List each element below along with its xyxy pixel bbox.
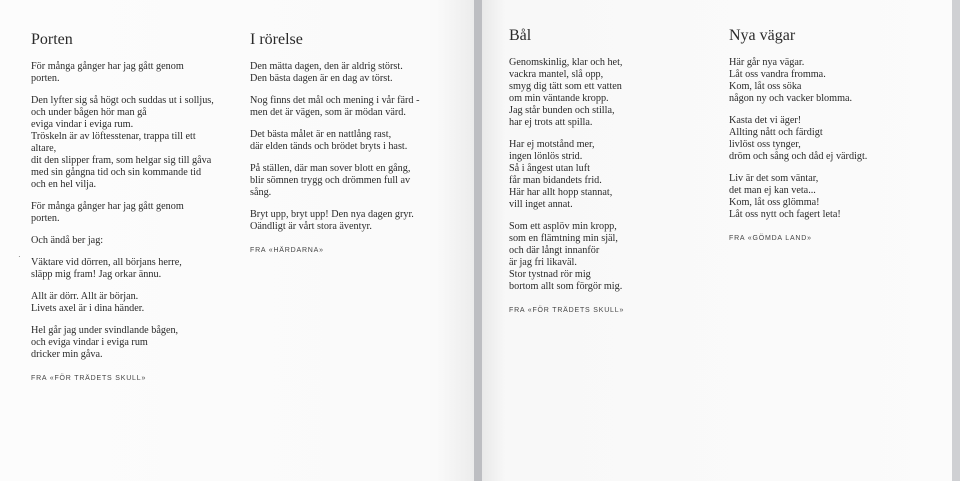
stanza	[250, 61, 465, 85]
poem-line: Bryt upp, bryt upp! Den nya dagen gryr.	[250, 209, 414, 220]
stanza	[31, 291, 241, 315]
poem-line: det man ej kan veta...	[729, 185, 816, 196]
poem-line: men det är vägen, som är mödan värd.	[250, 107, 406, 118]
poem-line: Det bästa målet är en nattlång rast,	[250, 129, 392, 140]
poem-title: Porten	[31, 31, 73, 48]
stanza	[31, 257, 241, 281]
poem-line: dit den slipper fram, som helgar sig till gåva	[31, 155, 212, 166]
poem-line: ingen lönlös strid.	[509, 151, 583, 162]
poem-line: är jag fri likaväl.	[509, 257, 577, 268]
poem-line: eviga vindar i eviga rum.	[31, 119, 134, 130]
poem-title: Bål	[509, 27, 532, 44]
poem-line: Och ändå ber jag:	[31, 235, 104, 246]
poem-source: FRA «FÖR TRÄDETS SKULL»	[31, 375, 147, 382]
stanza	[31, 61, 241, 85]
poem-i-rorelse	[250, 31, 465, 254]
stanza	[31, 201, 241, 225]
poem-line: Livets axel är i dina händer.	[31, 303, 145, 314]
poem-line: Som ett asplöv min kropp,	[509, 221, 617, 232]
poem-line: Nog finns det mål och mening i vår färd -	[250, 95, 420, 106]
poem-line: smyg dig tätt som ett vatten	[509, 81, 622, 92]
poem-line: blir sömnen trygg och drömmen full av	[250, 175, 411, 186]
stanza	[250, 209, 465, 233]
stanza	[250, 129, 465, 153]
poem-source: FRA «FÖR TRÄDETS SKULL»	[509, 307, 625, 314]
poem-line: Kasta det vi äger!	[729, 115, 802, 126]
poem-line: Den mätta dagen, den är aldrig störst.	[250, 61, 403, 72]
poem-line: Här har allt hopp stannat,	[509, 187, 613, 198]
poem-source: FRA «GÖMDA LAND»	[729, 235, 812, 242]
poem-line: Kom, låt oss söka	[729, 81, 802, 92]
poem-line: där elden tänds och brödet bryts i hast.	[250, 141, 408, 152]
poem-line: För många gånger har jag gått genom	[31, 201, 184, 212]
poem-source: FRA «HÄRDARNA»	[250, 247, 324, 254]
poem-line: Jag står bunden och stilla,	[509, 105, 615, 116]
poem-line: För många gånger har jag gått genom	[31, 61, 184, 72]
margin-mark: ·	[18, 252, 21, 261]
poem-line: livlöst oss tynger,	[729, 139, 801, 150]
poem-line: Låt oss nytt och fagert leta!	[729, 209, 841, 220]
poem-line: Stor tystnad rör mig	[509, 269, 591, 280]
poem-line: och en hel vilja.	[31, 179, 97, 190]
book-gutter	[474, 0, 482, 481]
poem-line: Här går nya vägar.	[729, 57, 805, 68]
poem-line: Väktare vid dörren, all börjans herre,	[31, 257, 182, 268]
poem-line: dröm och sång och dåd ej värdigt.	[729, 151, 868, 162]
poem-line: Den bästa dagen är en dag av törst.	[250, 73, 393, 84]
poem-bal	[509, 27, 719, 314]
poem-line: Kom, låt oss glömma!	[729, 197, 820, 208]
poem-nya-vagar	[729, 27, 944, 242]
stanza	[729, 57, 944, 105]
stanza	[509, 221, 719, 293]
poem-line: vackra mantel, slå opp,	[509, 69, 604, 80]
poem-line: altare,	[31, 143, 57, 154]
poem-line: om min väntande kropp.	[509, 93, 609, 104]
stanza	[509, 139, 719, 211]
stanza	[250, 95, 465, 119]
poem-line: släpp mig fram! Jag orkar ännu.	[31, 269, 162, 280]
stanza	[31, 95, 241, 191]
poem-line: Allting nått och färdigt	[729, 127, 823, 138]
poem-line: Har ej motstånd mer,	[509, 139, 595, 150]
poem-line: får man bidandets frid.	[509, 175, 602, 186]
poem-line: Oändligt är vårt stora äventyr.	[250, 221, 372, 232]
poem-porten	[31, 31, 241, 382]
poem-line: bortom allt som förgör mig.	[509, 281, 623, 292]
poem-line: och eviga vindar i eviga rum	[31, 337, 148, 348]
poem-title: I rörelse	[250, 31, 303, 48]
poem-line: Tröskeln är av löftesstenar, trappa till ett	[31, 131, 196, 142]
poem-line: porten.	[31, 213, 60, 224]
page-edge	[952, 0, 960, 481]
poem-line: vill inget annat.	[509, 199, 573, 210]
poem-line: Liv är det som väntar,	[729, 173, 819, 184]
poem-line: Hel går jag under svindlande bågen,	[31, 325, 179, 336]
stanza	[509, 57, 719, 129]
poem-title: Nya vägar	[729, 27, 796, 44]
poem-line: dricker min gåva.	[31, 349, 103, 360]
poem-line: med sin gångna tid och sin kommande tid	[31, 167, 202, 178]
poem-line: Låt oss vandra fromma.	[729, 69, 826, 80]
poem-line: sång.	[250, 187, 272, 198]
stanza	[250, 163, 465, 199]
poem-line: som en flämtning min själ,	[509, 233, 618, 244]
poem-line: någon ny och vacker blomma.	[729, 93, 853, 104]
stanza	[31, 235, 241, 247]
poem-line: Så i ångest utan luft	[509, 163, 590, 174]
poem-line: porten.	[31, 73, 60, 84]
poem-line: På ställen, där man sover blott en gång,	[250, 163, 411, 174]
stanza	[729, 115, 944, 163]
poem-line: Genomskinlig, klar och het,	[509, 57, 623, 68]
poem-line: Den lyfter sig så högt och suddas ut i solljus,	[31, 95, 214, 106]
stanza	[31, 325, 241, 361]
poem-line: har ej trots att spilla.	[509, 117, 593, 128]
stanza	[729, 173, 944, 221]
poem-line: och där långt innanför	[509, 245, 600, 256]
poem-line: och under bågen hör man gå	[31, 107, 147, 118]
poem-line: Allt är dörr. Allt är början.	[31, 291, 139, 302]
